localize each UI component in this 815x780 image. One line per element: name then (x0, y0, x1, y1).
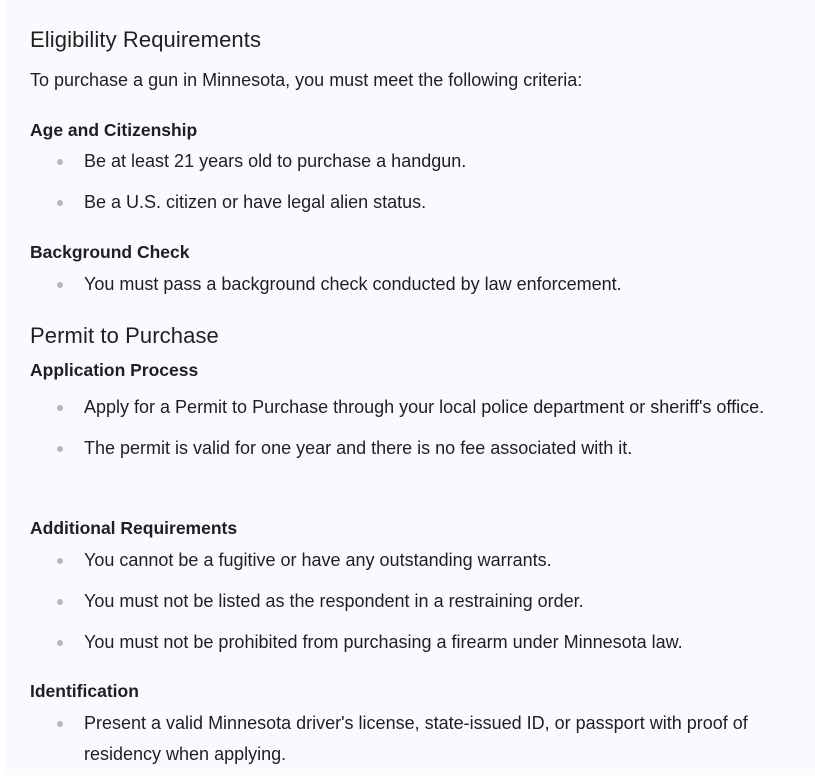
bullet-icon (57, 282, 63, 288)
bullet-icon (57, 640, 63, 646)
bullet-icon (57, 446, 63, 452)
bullet-icon (57, 405, 63, 411)
age-citizenship-heading: Age and Citizenship (30, 120, 198, 140)
list-item-text: You must pass a background check conducted by law enforcement. (84, 274, 622, 294)
age-citizenship-list (30, 146, 810, 228)
list-item (30, 392, 810, 423)
list-item (30, 586, 810, 617)
eligibility-heading: Eligibility Requirements (30, 27, 262, 52)
bullet-icon (57, 159, 63, 165)
additional-requirements-heading: Additional Requirements (30, 518, 238, 538)
application-process-heading: Application Process (30, 360, 199, 380)
list-item-text: The permit is valid for one year and there is no fee associated with it. (84, 438, 633, 458)
list-item (30, 187, 810, 218)
identification-heading: Identification (30, 681, 139, 701)
intro-paragraph: To purchase a gun in Minnesota, you must meet the following criteria: (30, 70, 583, 90)
list-item (30, 708, 810, 770)
background-check-heading: Background Check (30, 242, 190, 262)
list-item (30, 545, 810, 576)
list-item-text: You cannot be a fugitive or have any outstanding warrants. (84, 550, 552, 570)
response-panel (5, 0, 815, 775)
list-item-text: You must not be listed as the respondent in a restraining order. (84, 591, 584, 611)
list-item (30, 146, 810, 177)
bullet-icon (57, 721, 63, 727)
bullet-icon (57, 200, 63, 206)
application-process-list (30, 392, 810, 474)
permit-heading: Permit to Purchase (30, 323, 219, 348)
bullet-icon (57, 599, 63, 605)
list-item-text: Present a valid Minnesota driver's license, state-issued ID, or passport with proof of residency when applying. (84, 713, 748, 764)
background-check-list (30, 269, 810, 310)
list-item (30, 627, 810, 658)
identification-list (30, 708, 810, 780)
additional-requirements-list (30, 545, 810, 668)
list-item-text: Apply for a Permit to Purchase through your local police department or sheriff's office. (84, 397, 765, 417)
list-item (30, 433, 810, 464)
list-item-text: You must not be prohibited from purchasing a firearm under Minnesota law. (84, 632, 683, 652)
list-item-text: Be a U.S. citizen or have legal alien status. (84, 192, 427, 212)
bullet-icon (57, 558, 63, 564)
list-item (30, 269, 810, 300)
list-item-text: Be at least 21 years old to purchase a handgun. (84, 151, 467, 171)
